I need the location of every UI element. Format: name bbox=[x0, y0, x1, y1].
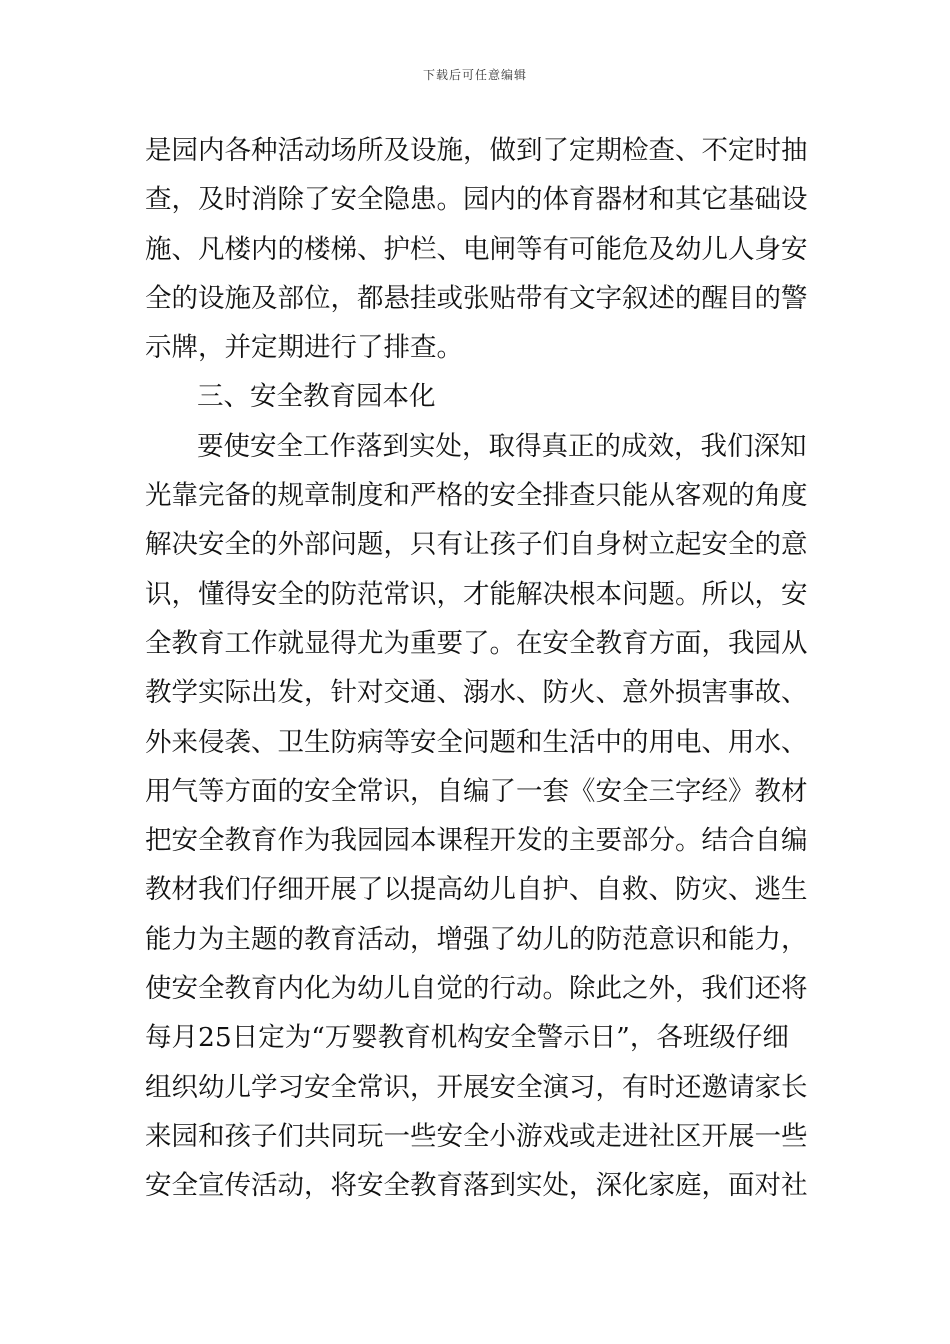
page-header-note: 下载后可任意编辑 bbox=[422, 68, 527, 82]
text-line: 示牌，并定期进行了排查。 bbox=[145, 332, 463, 364]
text-line: 来园和孩子们共同玩一些安全小游戏或走进社区开展一些 bbox=[145, 1120, 808, 1152]
text-line: 每月25日定为“万婴教育机构安全警示日”，各班级仔细 bbox=[145, 1022, 789, 1054]
text-line: 施、凡楼内的楼梯、护栏、电闸等有可能危及幼儿人身安 bbox=[145, 233, 808, 265]
text-line: 识，懂得安全的防范常识，才能解决根本问题。所以，安 bbox=[145, 578, 808, 610]
paragraph-first-line: 要使安全工作落到实处，取得真正的成效，我们深知 bbox=[197, 430, 807, 462]
text-line: 查，及时消除了安全隐患。园内的体育器材和其它基础设 bbox=[145, 184, 808, 216]
text-line: 使安全教育内化为幼儿自觉的行动。除此之外，我们还将 bbox=[145, 973, 808, 1005]
text-line: 外来侵袭、卫生防病等安全问题和生活中的用电、用水、 bbox=[145, 726, 808, 758]
section-heading: 三、安全教育园本化 bbox=[197, 381, 436, 413]
text-line: 是园内各种活动场所及设施，做到了定期检查、不定时抽 bbox=[145, 135, 808, 166]
text-line: 光靠完备的规章制度和严格的安全排查只能从客观的角度 bbox=[145, 480, 808, 512]
text-line: 组织幼儿学习安全常识，开展安全演习，有时还邀请家长 bbox=[145, 1071, 808, 1103]
text-line: 全的设施及部位，都悬挂或张贴带有文字叙述的醒目的警 bbox=[145, 282, 808, 314]
text-line: 把安全教育作为我园园本课程开发的主要部分。结合自编 bbox=[145, 825, 808, 857]
text-line: 教材我们仔细开展了以提高幼儿自护、自救、防灾、逃生 bbox=[145, 874, 808, 906]
text-line: 教学实际出发，针对交通、溺水、防火、意外损害事故、 bbox=[145, 677, 808, 709]
text-line: 安全宣传活动，将安全教育落到实处，深化家庭，面对社 bbox=[145, 1170, 808, 1202]
text-line: 全教育工作就显得尤为重要了。在安全教育方面，我园从 bbox=[145, 627, 808, 659]
text-line: 能力为主题的教育活动，增强了幼儿的防范意识和能力， bbox=[145, 923, 808, 955]
text-line: 用气等方面的安全常识，自编了一套《安全三字经》教材 bbox=[145, 775, 808, 807]
document-body bbox=[145, 126, 815, 1211]
text-line: 解决安全的外部问题，只有让孩子们自身树立起安全的意 bbox=[145, 529, 808, 561]
